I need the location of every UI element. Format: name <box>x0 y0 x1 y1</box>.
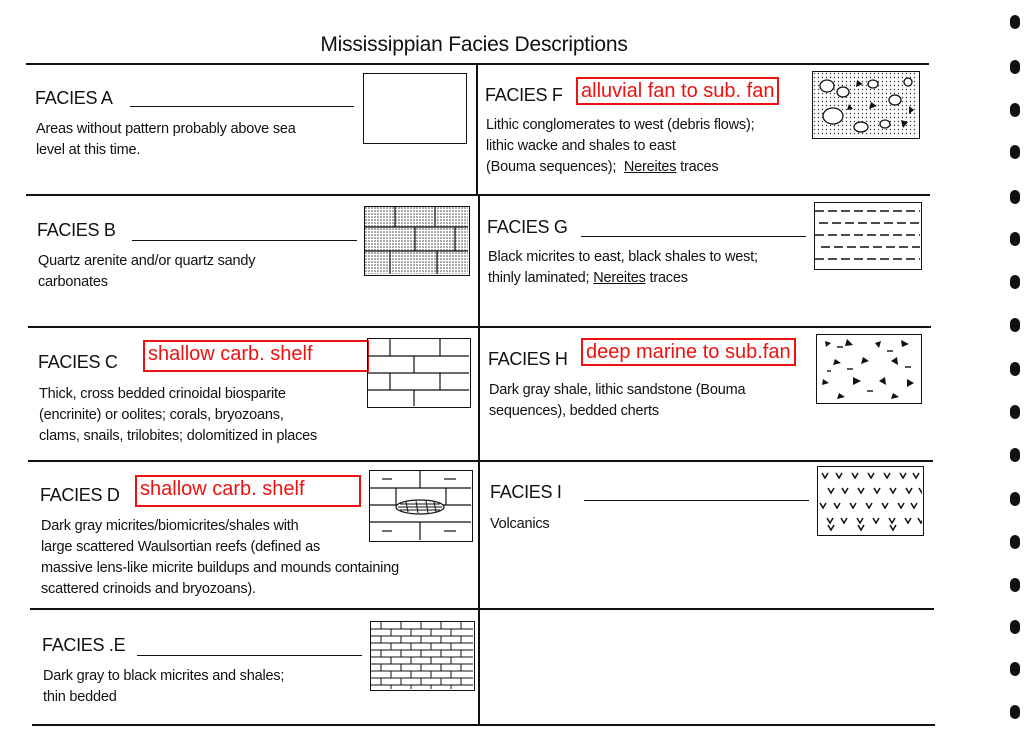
facies-e-blank <box>137 655 362 656</box>
divider <box>30 608 934 610</box>
binder-hole <box>1010 405 1020 419</box>
binder-hole <box>1010 103 1020 117</box>
facies-f-label: FACIES F <box>485 85 563 105</box>
divider <box>32 724 935 726</box>
binder-hole <box>1010 232 1020 246</box>
binder-hole <box>1010 705 1020 719</box>
facies-d-description: Dark gray micrites/biomicrites/shales with large scattered Waulsortian reefs (defined as massive lens-like micrite buildups and mounds containing scattered crinoids and bryozoans). <box>41 518 399 597</box>
binder-hole <box>1010 190 1020 204</box>
facies-b-description: Quartz arenite and/or quartz sandy carbonates <box>38 253 256 290</box>
divider <box>28 326 931 328</box>
facies-g-description: Black micrites to east, black shales to west; thinly laminated; Nereites traces <box>488 249 758 286</box>
facies-h-annotation: deep marine to sub.fan <box>581 338 796 366</box>
facies-b-pattern <box>364 206 470 276</box>
facies-i-label: FACIES I <box>490 482 562 502</box>
facies-d-label: FACIES D <box>40 485 120 505</box>
facies-d-annotation: shallow carb. shelf <box>135 475 361 507</box>
binder-hole <box>1010 662 1020 676</box>
facies-c-pattern <box>367 338 471 408</box>
facies-f-pattern <box>812 71 920 139</box>
facies-a-label: FACIES A <box>35 88 113 108</box>
facies-e-pattern <box>370 621 475 691</box>
facies-b-blank <box>132 240 357 241</box>
facies-h-description: Dark gray shale, lithic sandstone (Bouma sequences), bedded cherts <box>489 382 746 419</box>
facies-c-label: FACIES C <box>38 352 118 372</box>
facies-e-label: FACIES .E <box>42 635 126 655</box>
binder-hole <box>1010 578 1020 592</box>
facies-a-blank <box>130 106 354 107</box>
facies-g-blank <box>581 236 806 237</box>
facies-f-annotation: alluvial fan to sub. fan <box>576 77 779 105</box>
facies-f-description: Lithic conglomerates to west (debris flows); lithic wacke and shales to east (Bouma sequences); Nereites traces <box>486 117 755 175</box>
binder-hole <box>1010 492 1020 506</box>
divider <box>26 194 930 196</box>
facies-g-pattern <box>814 202 922 270</box>
facies-i-description: Volcanics <box>490 516 550 532</box>
binder-hole <box>1010 620 1020 634</box>
divider <box>476 64 478 196</box>
facies-e-description: Dark gray to black micrites and shales; thin bedded <box>43 668 285 705</box>
facies-a-description: Areas without pattern probably above sea level at this time. <box>36 121 296 158</box>
binder-hole <box>1010 60 1020 74</box>
binder-hole <box>1010 448 1020 462</box>
facies-c-annotation: shallow carb. shelf <box>143 340 369 372</box>
facies-i-pattern <box>817 466 924 536</box>
binder-hole <box>1010 15 1020 29</box>
facies-i-blank <box>584 500 809 501</box>
facies-b-label: FACIES B <box>37 220 116 240</box>
binder-hole <box>1010 275 1020 289</box>
binder-hole <box>1010 318 1020 332</box>
facies-a-pattern <box>363 73 467 144</box>
divider <box>28 460 933 462</box>
facies-c-description: Thick, cross bedded crinoidal biosparite (encrinite) or oolites; corals, bryozoans, clams, snails, trilobites; dolomitized in places <box>39 386 318 444</box>
page-title: Mississippian Facies Descriptions <box>320 33 628 56</box>
binder-hole <box>1010 145 1020 159</box>
binder-hole <box>1010 535 1020 549</box>
facies-d-pattern <box>369 470 473 542</box>
facies-h-pattern <box>816 334 922 404</box>
facies-g-label: FACIES G <box>487 217 568 237</box>
facies-h-label: FACIES H <box>488 349 568 369</box>
binder-hole <box>1010 362 1020 376</box>
